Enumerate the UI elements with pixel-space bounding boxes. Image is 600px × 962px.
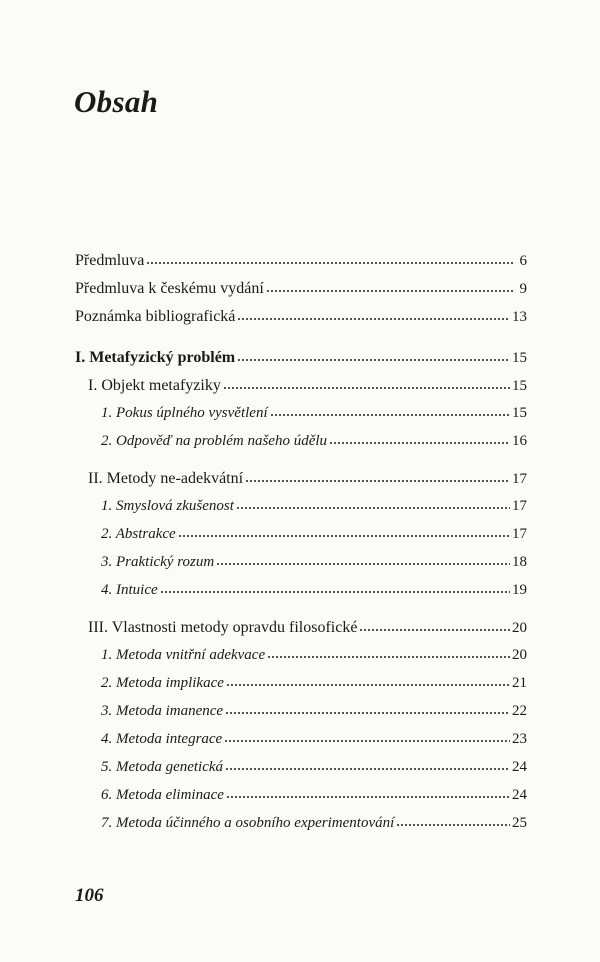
toc-entry-page: 17 — [512, 498, 527, 514]
toc-entry-page: 23 — [512, 731, 527, 747]
toc-entry — [75, 526, 527, 554]
toc-entry-page: 19 — [512, 582, 527, 598]
dot-leader — [160, 590, 510, 594]
toc-entry — [75, 675, 527, 703]
table-of-contents — [75, 252, 527, 843]
toc-entry-page: 20 — [512, 620, 527, 636]
toc-entry — [75, 582, 527, 610]
dot-leader — [146, 261, 513, 265]
toc-entry-label: 2. Abstrakce — [101, 526, 176, 542]
toc-entry — [75, 280, 527, 308]
dot-leader — [226, 683, 510, 687]
toc-entry-page: 13 — [512, 309, 527, 325]
toc-entry — [75, 433, 527, 461]
dot-leader — [237, 317, 510, 321]
toc-entry-label: Předmluva k českému vydání — [75, 280, 264, 297]
dot-leader — [267, 655, 510, 659]
dot-leader — [329, 441, 510, 445]
toc-entry-label: II. Metody ne-adekvátní — [88, 470, 244, 487]
toc-entry-page: 21 — [512, 675, 527, 691]
toc-entry-page: 24 — [512, 787, 527, 803]
toc-entry-page: 16 — [512, 433, 527, 449]
toc-entry-label: 5. Metoda genetická — [101, 759, 224, 775]
toc-entry — [75, 498, 527, 526]
dot-leader — [223, 386, 510, 390]
toc-entry — [75, 731, 527, 759]
toc-entry-page: 17 — [512, 526, 527, 542]
toc-entry-page: 20 — [512, 647, 527, 663]
toc-entry — [75, 815, 527, 843]
toc-entry-page: 15 — [512, 378, 527, 394]
toc-entry — [75, 647, 527, 675]
dot-leader — [225, 767, 510, 771]
toc-entry-label: 6. Metoda eliminace — [101, 787, 224, 803]
toc-entry-page: 9 — [519, 281, 527, 297]
toc-entry — [75, 470, 527, 498]
toc-entry-label: III. Vlastnosti metody opravdu filosofické — [88, 619, 358, 636]
toc-entry — [75, 787, 527, 815]
toc-entry-page: 24 — [512, 759, 527, 775]
toc-entry-page: 18 — [512, 554, 527, 570]
toc-entry-label: 7. Metoda účinného a osobního experimentování — [101, 815, 395, 831]
toc-entry — [75, 377, 527, 405]
toc-entry — [75, 759, 527, 787]
toc-entry-label: 3. Metoda imanence — [101, 703, 224, 719]
toc-entry-page: 15 — [512, 405, 527, 421]
dot-leader — [270, 413, 510, 417]
dot-leader — [224, 739, 510, 743]
dot-leader — [226, 795, 510, 799]
toc-entry-page: 22 — [512, 703, 527, 719]
toc-entry-page: 15 — [512, 350, 527, 366]
toc-entry-label: 3. Praktický rozum — [101, 554, 215, 570]
toc-entry-page: 25 — [512, 815, 527, 831]
toc-entry — [75, 703, 527, 731]
toc-entry-label: 4. Metoda integrace — [101, 731, 223, 747]
toc-entry-label: 4. Intuice — [101, 582, 158, 598]
toc-entry-label: I. Metafyzický problém — [75, 349, 236, 366]
toc-entry — [75, 554, 527, 582]
toc-entry-label: 1. Pokus úplného vysvětlení — [101, 405, 268, 421]
toc-entry — [75, 619, 527, 647]
toc-entry — [75, 349, 527, 377]
toc-entry-label: 1. Smyslová zkušenost — [101, 498, 234, 514]
toc-entry-label: I. Objekt metafyziky — [88, 377, 221, 394]
toc-entry — [75, 405, 527, 433]
toc-entry — [75, 252, 527, 280]
toc-entry-page: 17 — [512, 471, 527, 487]
toc-entry-label: 2. Metoda implikace — [101, 675, 224, 691]
dot-leader — [245, 479, 510, 483]
toc-entry-label: 2. Odpověď na problém našeho údělu — [101, 433, 328, 449]
dot-leader — [225, 711, 510, 715]
page-number: 106 — [75, 885, 104, 906]
dot-leader — [266, 289, 513, 293]
toc-entry-label: Předmluva — [75, 252, 145, 269]
dot-leader — [237, 358, 510, 362]
dot-leader — [236, 506, 510, 510]
dot-leader — [396, 823, 510, 827]
toc-entry-label: Poznámka bibliografická — [75, 308, 236, 325]
toc-entry-page: 6 — [519, 253, 527, 269]
page-title: Obsah — [74, 84, 159, 119]
dot-leader — [216, 562, 510, 566]
dot-leader — [359, 628, 510, 632]
dot-leader — [178, 534, 510, 538]
toc-entry — [75, 308, 527, 336]
toc-entry-label: 1. Metoda vnitřní adekvace — [101, 647, 266, 663]
